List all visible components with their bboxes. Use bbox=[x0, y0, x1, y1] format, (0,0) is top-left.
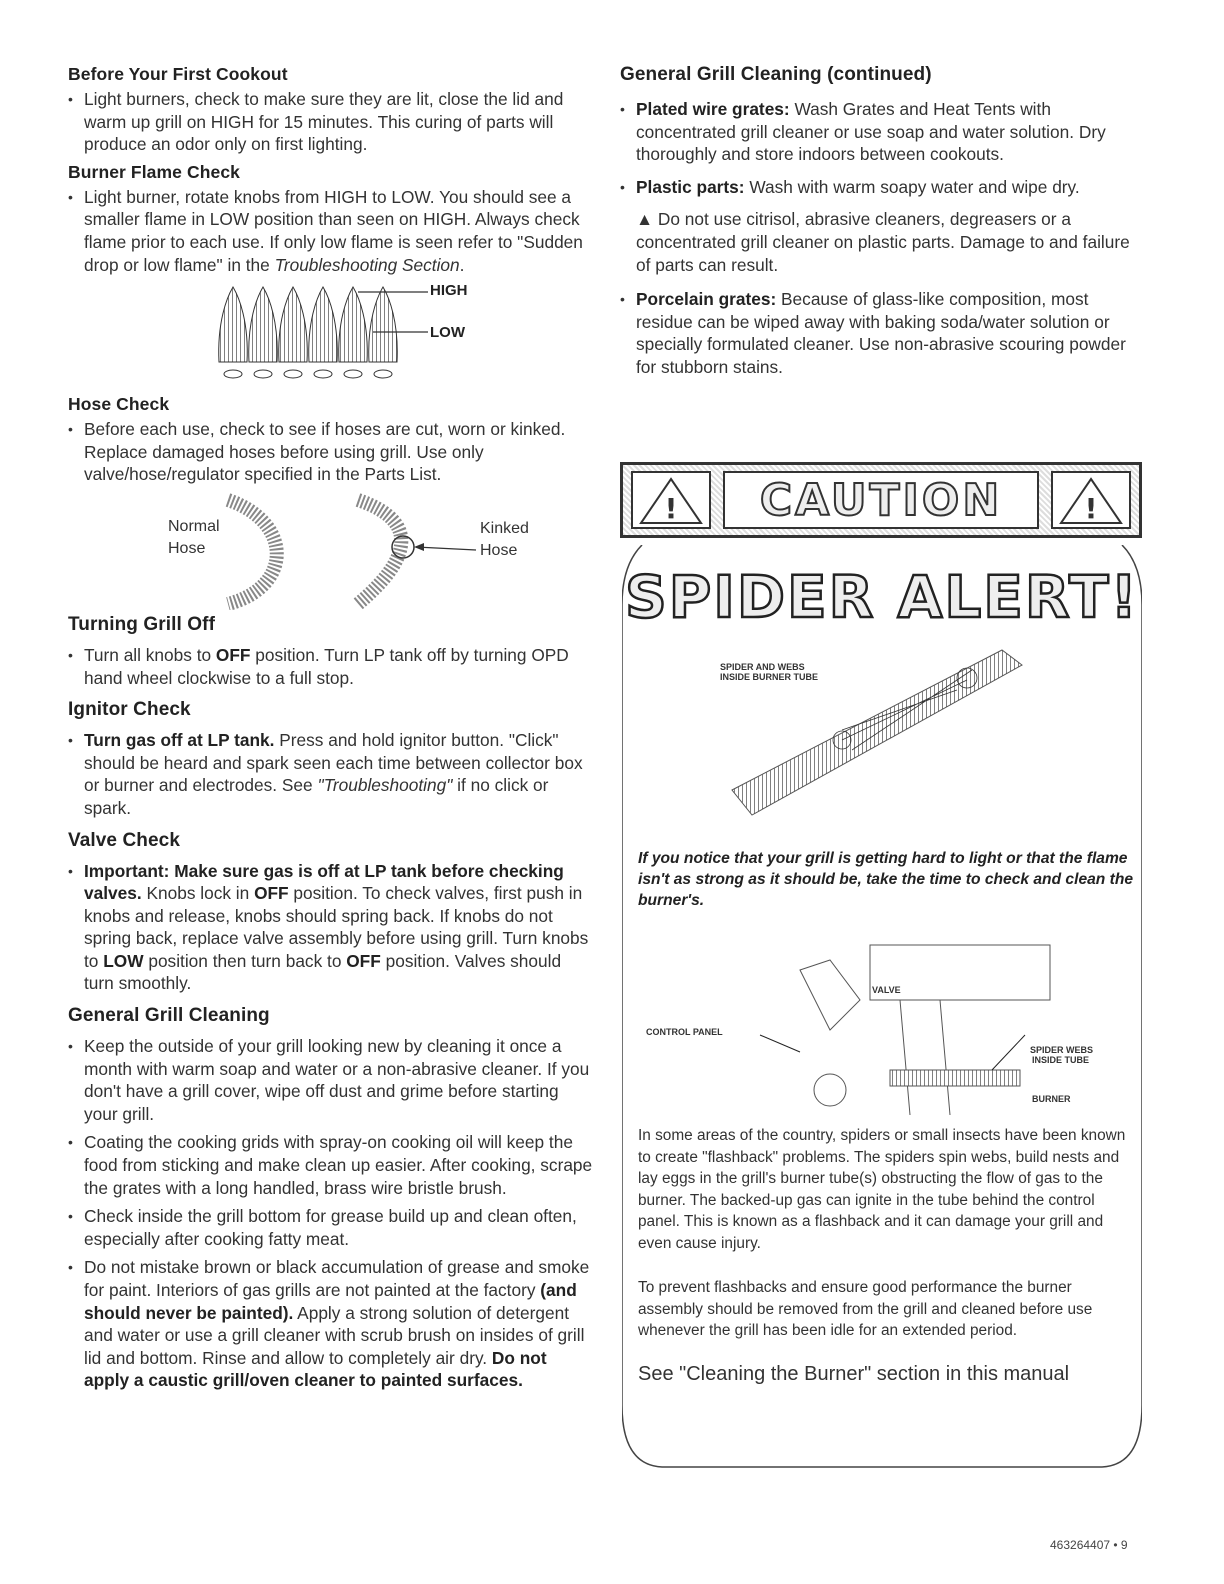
section-title-valve-check: Valve Check bbox=[68, 829, 181, 851]
label-control-panel: CONTROL PANEL bbox=[646, 1027, 723, 1037]
burner-port bbox=[254, 370, 272, 378]
burner-tube-diagram bbox=[702, 640, 1042, 830]
flame-shape bbox=[219, 287, 248, 362]
burner-port bbox=[344, 370, 362, 378]
right-column bbox=[620, 64, 1140, 385]
label-inside-tube: INSIDE TUBE bbox=[1032, 1055, 1090, 1065]
section-title-ignitor-check: Ignitor Check bbox=[68, 699, 191, 721]
section-title-turning-off: Turning Grill Off bbox=[68, 613, 215, 635]
flame-shape bbox=[369, 287, 398, 362]
svg-text:!: ! bbox=[664, 492, 678, 525]
section-title-cleaning-continued: General Grill Cleaning (continued) bbox=[620, 64, 932, 85]
caution-label: CAUTION bbox=[759, 474, 1003, 526]
spider-alert-box bbox=[622, 545, 1142, 1470]
before-first-cookout-text: • Light burners, check to make sure they are lit, close the lid and warm up grill on HIGH for 15 minutes. This curing of parts will produce an odor only on first lighting. bbox=[68, 88, 593, 156]
spider-body-1: In some areas of the country, spiders or small insects have been known to create "flashback" problems. The spiders spin webs, build nests and lay eggs in the grill's burner tube(s) obstructing the flow of gas to the burner. The backed-up gas can ignite in the tube behind the control panel. This is known as a flashback and it can damage your grill and even cause injury. bbox=[638, 1127, 1126, 1252]
label-kinked: Kinked bbox=[480, 519, 529, 537]
flame-shape bbox=[339, 287, 368, 362]
burner-port bbox=[284, 370, 302, 378]
burner-flame-check-text: • Light burner, rotate knobs from HIGH to LOW. You should see a smaller flame in LOW position than seen on HIGH. Always check flame prior to each use. If only low flame is seen refer to "Sudden drop or low flame" in the Troubleshooting Section. bbox=[68, 186, 593, 276]
general-cleaning-p3: • Check inside the grill bottom for grease build up and clean often, especially after cooking fatty meat. bbox=[68, 1205, 593, 1250]
flame-shape bbox=[279, 287, 308, 362]
left-column bbox=[68, 64, 593, 1398]
plastic-parts-text: • Plastic parts: Wash with warm soapy water and wipe dry. bbox=[620, 176, 1140, 199]
warning-triangle-icon: ▲ bbox=[636, 209, 658, 230]
spider-label-1: SPIDER AND WEBS bbox=[720, 662, 805, 672]
section-title-before-first-cookout: Before Your First Cookout bbox=[68, 64, 288, 84]
general-cleaning-p4: • Do not mistake brown or black accumulation of grease and smoke for paint. Interiors of gas grills are not painted at the factory (and should never be painted). Apply a strong solution of detergent and water or use a grill cleaner with scrub brush on insides of grill lid and bottom. Rinse and allow to completely air dry. Do not apply a caustic grill/oven cleaner to painted surfaces. bbox=[68, 1256, 593, 1392]
burner-port bbox=[224, 370, 242, 378]
warning-triangle-icon bbox=[633, 473, 709, 527]
label-hose-kinked: Hose bbox=[480, 541, 518, 559]
label-low: LOW bbox=[430, 324, 465, 342]
section-title-hose-check: Hose Check bbox=[68, 394, 170, 415]
spider-italic-note: If you notice that your grill is getting hard to light or that the flame isn't as strong as it should be, take the time to check and clean the burner's. bbox=[638, 850, 1134, 909]
label-high: HIGH bbox=[430, 282, 468, 300]
flame-shape bbox=[249, 287, 278, 362]
flame-diagram bbox=[68, 282, 593, 392]
hose-check-text: • Before each use, check to see if hoses are cut, worn or kinked. Replace damaged hoses before using grill. Use only valve/hose/regulator specified in the Parts List. bbox=[68, 418, 593, 486]
control-panel-diagram bbox=[640, 940, 1130, 1120]
caution-banner bbox=[620, 462, 1142, 538]
plastic-warning-text: ▲ Do not use citrisol, abrasive cleaners, degreasers or a concentrated grill cleaner on plastic parts. Damage to and failure of parts can result. bbox=[636, 209, 1130, 275]
label-hose-normal: Hose bbox=[168, 539, 206, 557]
plated-grates-text: • Plated wire grates: Wash Grates and Heat Tents with concentrated grill cleaner or use soap and water solution. Dry thoroughly and store indoors between cookouts. bbox=[620, 98, 1140, 166]
label-valve: VALVE bbox=[872, 985, 901, 995]
burner-port bbox=[374, 370, 392, 378]
caution-label-box bbox=[723, 471, 1039, 529]
section-title-burner-flame-check: Burner Flame Check bbox=[68, 161, 240, 182]
general-cleaning-p2: • Coating the cooking grids with spray-on cooking oil will keep the food from sticking and make clean up easier. After cooking, scrape the grates with a long handled, brass wire bristle brush. bbox=[68, 1131, 593, 1199]
label-burner: BURNER bbox=[1032, 1094, 1071, 1104]
section-title-general-cleaning: General Grill Cleaning bbox=[68, 1005, 270, 1027]
general-cleaning-p1: • Keep the outside of your grill looking new by cleaning it once a month with warm soap and water or a non-abrasive cleaner. If you don't have a grill cover, wipe off dust and grime before starting your grill. bbox=[68, 1035, 593, 1125]
page-footer: 463264407 • 9 bbox=[1050, 1538, 1128, 1552]
svg-text:!: ! bbox=[1084, 492, 1098, 525]
caution-right-box bbox=[1051, 471, 1131, 529]
label-normal: Normal bbox=[168, 517, 220, 535]
spider-alert-title: SPIDER ALERT! bbox=[624, 563, 1139, 631]
burner-port bbox=[314, 370, 332, 378]
hose-diagram bbox=[68, 492, 593, 610]
ignitor-check-text: • Turn gas off at LP tank. Press and hold ignitor button. "Click" should be heard and spark seen each time between collector box or burner and electrodes. See "Troubleshooting" if no click or spark. bbox=[68, 729, 593, 819]
spider-label-2: INSIDE BURNER TUBE bbox=[720, 672, 819, 682]
flame-shape bbox=[309, 287, 338, 362]
turning-off-text: • Turn all knobs to OFF position. Turn LP tank off by turning OPD hand wheel clockwise to a full stop. bbox=[68, 644, 593, 689]
see-cleaning-burner: See "Cleaning the Burner" section in this manual bbox=[638, 1363, 1070, 1385]
spider-body-2: To prevent flashbacks and ensure good performance the burner assembly should be removed from the grill and cleaned before use whenever the grill has been idle for an extended period. bbox=[638, 1279, 1093, 1339]
label-spider-webs: SPIDER WEBS bbox=[1030, 1045, 1094, 1055]
valve-check-text: • Important: Make sure gas is off at LP tank before checking valves. Knobs lock in OFF position. To check valves, first push in knobs and release, knobs should spring back. If knobs do not spring back, replace valve assembly before using grill. Turn knobs to LOW position then turn back to OFF position. Valves should turn smoothly. bbox=[68, 860, 593, 996]
warning-triangle-icon bbox=[1053, 473, 1129, 527]
porcelain-grates-text: • Porcelain grates: Because of glass-like composition, most residue can be wiped away with baking soda/water solution or specially formulated cleaner. Use non-abrasive scouring powder for stubborn stains. bbox=[620, 288, 1140, 378]
caution-left-box bbox=[631, 471, 711, 529]
